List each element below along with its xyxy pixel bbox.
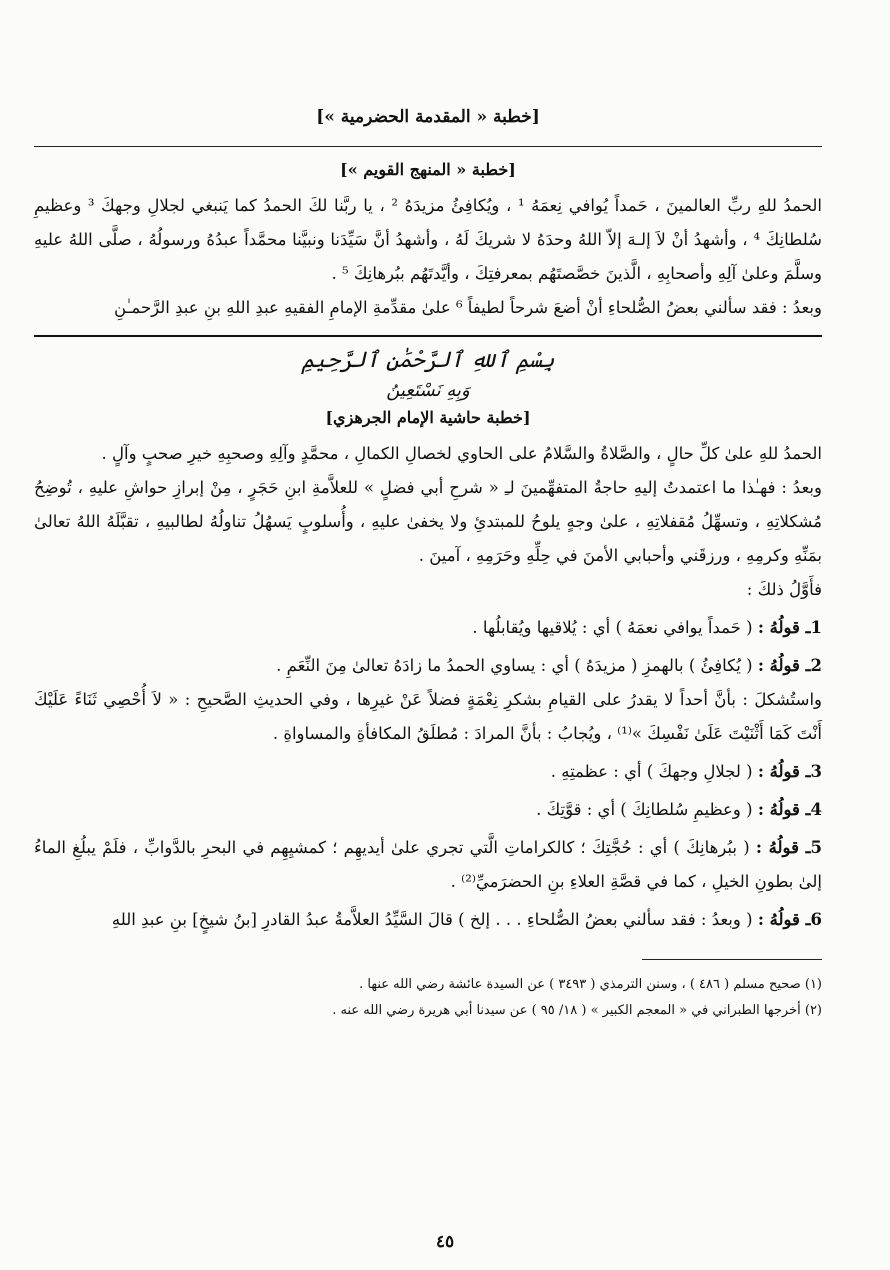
footnote-1: (١) صحيح مسلم ( ٤٨٦ ) ، وسنن الترمذي ( ٣٤٩٣ ) عن السيدة عائشة رضي الله عنها .	[359, 977, 822, 992]
note-text: ( يُكافِئُ ) بالهمزِ ( مزيدَهُ ) أي : يساوي الحمدُ ما زادَهُ تعالىٰ مِنَ النِّعَمِ .	[276, 656, 753, 675]
note-4	[34, 793, 822, 827]
hashiya-paragraph-1: الحمدُ للهِ علىٰ كلِّ حالٍ ، والصَّلاةُ والسَّلامُ على الحاوي لخصالِ الكمالِ ، محمَّدٍ وآلِهِ وصحبِهِ خيرِ صحبٍ وآلٍ .	[101, 444, 822, 463]
note-text: ( وبعدُ : فقد سألني بعضُ الصُّلحاءِ . . . إلخ ) قالَ السَّيِّدُ العلاَّمةُ عبدُ القادرِ [بنُ شيخٍ] بنِ عبدِ اللهِ	[111, 910, 753, 929]
hashiya-heading: [خطبة حاشية الإمام الجرهزي]	[325, 408, 531, 427]
note-1	[34, 611, 822, 645]
note-6	[34, 903, 822, 937]
section-rule	[34, 335, 822, 337]
hashiya-paragraph-2: وبعدُ : فهـٰذا ما اعتمدتُ إليهِ حاجةُ المتفهِّمينَ لـِ « شرحِ أبي فضلٍ » للعلاَّمةِ ابنِ حَجَرٍ ، مِنْ إبرازِ حواشِ عليهِ ، تُوضِحُ مُشكلاتِهِ ، وتسهِّلُ مُقفلاتِهِ ، علىٰ وجهٍ يلوحُ للمبتدئِ ولا يخفىٰ عليهِ ، وأُسلوبٍ يَسهُلُ تناولُهُ لطالبيهِ ، تقبَّلَهُ اللهُ تعالىٰ بمَنِّهِ وكرمِهِ ، ورزقَني وأحبابي الأمنَ في حِلِّهِ وحَرَمِهِ ، آمينَ .	[34, 478, 822, 565]
note-5	[34, 831, 822, 899]
page-number: ٤٥	[435, 1232, 455, 1252]
note-number: 5ـ قولُهُ :	[755, 838, 823, 857]
note-3	[34, 755, 822, 789]
note-text: ( حَمداً يوافي نعمَهُ ) أي : يُلاقيها ويُقابلُها .	[472, 618, 753, 637]
sub-basmala: وَبِهِ نَسْتَعِينُ	[386, 380, 470, 401]
note-number: 6ـ قولُهُ :	[757, 910, 822, 929]
manhaj-text-2: وبعدُ : فقد سألني بعضُ الصُّلحاءِ أنْ أضعَ شرحاً لطيفاً ⁶ علىٰ مقدِّمةِ الإمامِ الفقيهِ عبدِ اللهِ بنِ عبدِ الرَّحمـٰنِ	[114, 298, 822, 317]
note-text: ( وعظيمِ سُلطانِكَ ) أي : قوَّتِكَ .	[536, 800, 753, 819]
note-number: 4ـ قولُهُ :	[757, 800, 822, 819]
footnote-2: (٢) أخرجها الطبراني في « المعجم الكبير » ( ١٨/ ٩٥ ) عن سيدنا أبي هريرة رضي الله عنه .	[332, 1003, 822, 1018]
note-text: ( لجلالِ وجهكَ ) أي : عظمتِهِ .	[550, 762, 753, 781]
running-head: [خطبة « المقدمة الحضرمية »]	[316, 107, 540, 127]
note-2	[34, 649, 822, 683]
hashiya-paragraph-3: فأَوَّلُ ذلكَ :	[746, 580, 822, 599]
header-rule	[34, 146, 822, 147]
note-text: ( ببُرهانِكَ ) أي : حُجَّتِكَ ؛ كالكراماتِ الَّتي تجري علىٰ أيديهِم ؛ كمشيِهِم في البحرِ بالدَّوابِّ ، فلَمْ يبلُغِ الماءُ إلىٰ بطونِ الخيلِ ، كما في قصَّةِ العلاءِ بنِ الحضرَميِّ⁽²⁾ .	[34, 838, 822, 891]
note-2-continued: واستُشكلَ : بأنَّ أحداً لا يقدرُ على القيامِ بشكرِ نِعْمَةٍ فضلاً عَنْ غيرِها ، وفي الحديثِ الصَّحيحِ : « لاَ أُحْصِي ثَنَاءً عَلَيْكَ أَنْتَ كَمَا أَثْنَيْتَ عَلَىٰ نَفْسِكَ »⁽¹⁾ ، ويُجابُ : بأنَّ المرادَ : مُطلَقُ المكافأةِ والمساواةِ .	[34, 690, 822, 743]
note-number: 3ـ قولُهُ :	[757, 762, 822, 781]
note-number: 2ـ قولُهُ :	[757, 656, 822, 675]
basmala: بِسْمِ ٱللهِ ٱلرَّحْمَٰنِ ٱلرَّحِيمِ	[301, 348, 555, 373]
manhaj-heading: [خطبة « المنهج القويم »]	[340, 160, 516, 179]
footnote-rule	[642, 959, 822, 960]
manhaj-text: الحمدُ للهِ ربِّ العالمينَ ، حَمداً يُوافي نِعمَهُ ¹ ، ويُكافِئُ مزيدَهُ ² ، يا ربَّنا لكَ الحمدُ كما يَنبغي لجلالِ وجهكَ ³ وعظيمِ سُلطانِكَ ⁴ ، وأشهدُ أنْ لاَ إلـهَ إلاّ اللهُ وحدَهُ لا شريكَ لَهُ ، وأشهدُ أنَّ سَيِّدَنا ونبيَّنا محمَّداً عبدُهُ ورسولُهُ ، صلَّى اللهُ عليهِ وسلَّمَ وعلىٰ آلِهِ وأصحابِهِ ، الَّذينَ خصَّصتَهُم بمعرفتِكَ ، وأيَّدتَهُم ببُرهانِكَ ⁵ .	[34, 196, 822, 283]
note-number: 1ـ قولُهُ :	[757, 618, 822, 637]
book-page	[34, 96, 822, 1246]
